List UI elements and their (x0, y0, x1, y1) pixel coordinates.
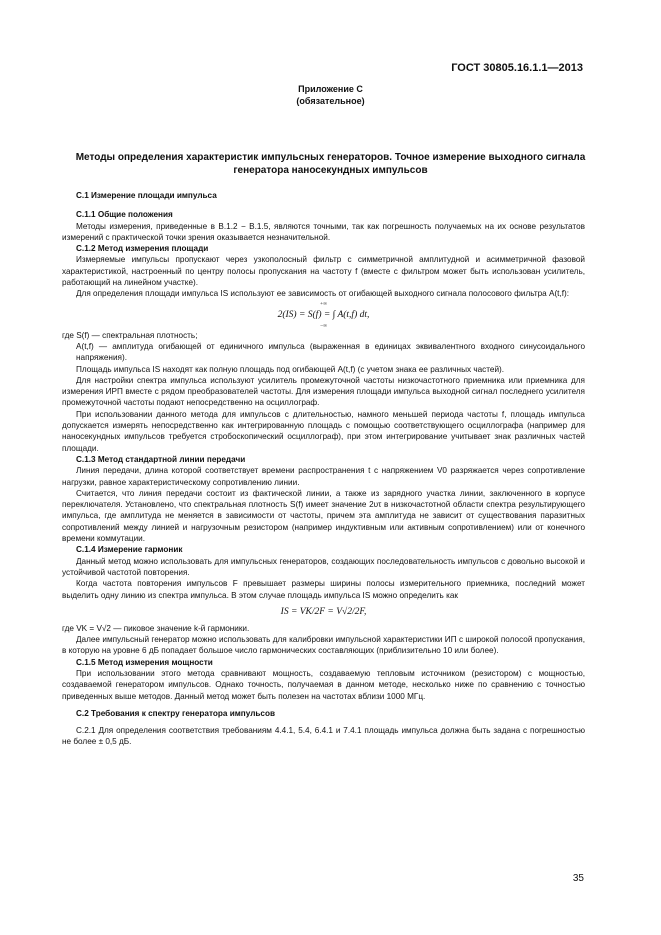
annex-label: Приложение С (298, 84, 363, 94)
formula-where-1: где S(f) — спектральная плотность; (62, 330, 198, 340)
formula-where-3: где VK = V√2 — пиковое значение k-й гармоники. (62, 623, 250, 633)
subsection-heading-c12: С.1.2 Метод измерения площади (76, 244, 209, 254)
formula-pulse-area (62, 300, 585, 330)
formula-text: 2(IS) = S(f) = ∫ A(t,f) dt, (277, 309, 370, 320)
paragraph: Для определения площади импульса IS используют ее зависимость от огибающей выходного сигнала полосового фильтра A(t,f): (76, 289, 569, 299)
paragraph: При использовании этого метода сравнивают мощность, создаваемую тепловым источником (резистором) с мощностью, создаваемой генератором импульсов. Однако точность, получаемая в данном методе, несколько ниже по сравнению с точностью приведенных выше методов. Данный метод может быть полезен на частотах вблизи 1000 МГц. (62, 668, 585, 701)
paragraph: Площадь импульса IS находят как полную площадь под огибающей A(t,f) (с учетом знака ее различных частей). (76, 364, 505, 374)
paragraph: Линия передачи, длина которой соответствует времени распространения t с напряжением V0 разряжается через сопротивление нагрузки, равное характеристическому сопротивлению линии. (62, 466, 585, 487)
annex-title: Методы определения характеристик импульсных генераторов. Точное измерение выходного сигнала генератора наносекундных импульсов (75, 152, 586, 176)
subsection-heading-c13: С.1.3 Метод стандартной линии передачи (76, 454, 246, 464)
section-heading-c1: С.1 Измерение площади импульса (76, 191, 217, 200)
subsection-heading-c14: С.1.4 Измерение гармоник (76, 545, 183, 555)
paragraph: Данный метод можно использовать для импульсных генераторов, создающих последовательность импульсов с довольно высокой и устойчивой частотой повторения. (62, 556, 585, 577)
paragraph: Методы измерения, приведенные в В.1.2 − В.1.5, являются точными, так как погрешность получаемых на их основе результатов измерений с практической точки зрения оказывается незначительной. (62, 221, 585, 242)
paragraph: Далее импульсный генератор можно использовать для калибровки импульсной характеристики ИП с широкой полосой пропускания, в которую на уровне 6 дБ попадает большое число гармонических составляющих (приблизительно 10 или более). (62, 635, 585, 656)
paragraph: Когда частота повторения импульсов F превышает размеры ширины полосы измерительного приемника, последний может выделить одну линию из спектра импульса. В этом случае площадь импульса IS можно определить как (62, 579, 585, 600)
paragraph: С.2.1 Для определения соответствия требованиям 4.4.1, 5.4, 6.4.1 и 7.4.1 площадь импульса должна быть задана с погрешностью не более ± 0,5 дБ. (62, 726, 585, 747)
paragraph: Измеряемые импульсы пропускают через узкополосный фильтр с симметричной амплитудной и асимметричной фазовой характеристикой, настроенный по центру полосы пропускания на частоту f (вместе с фильтром может быть использован усилитель, работающий на линейном участке). (62, 255, 585, 288)
integral-lower-limit: −∞ (320, 322, 328, 329)
standard-header: ГОСТ 30805.16.1.1—2013 (451, 62, 583, 74)
paragraph: Для настройки спектра импульса используют усилитель промежуточной частоты низкочастотного приемника или приемника для измерения ИРП вместе с рядом преобразователей частоты. Для измерения площади импульса выходной сигнал последнего усилителя промежуточной частоты подают непосредственно на осциллограф. (62, 375, 585, 408)
formula-where-2: A(t,f) — амплитуда огибающей от единичного импульса (выраженная в единицах эквивалентного входного синусоидального напряжения). (76, 341, 585, 363)
page-number: 35 (572, 873, 584, 884)
subsection-heading-c15: С.1.5 Метод измерения мощности (76, 657, 213, 667)
formula-harmonics: IS = VK/2F = V√2/2F, (280, 606, 367, 617)
subsection-heading-c11: С.1.1 Общие положения (76, 210, 173, 220)
paragraph: При использовании данного метода для импульсов с длительностью, намного меньшей периода частоты f, площадь импульса допускается измерять непосредственно как интегрированную площадь с помощью соответствующего осциллографа (например для наносекундных импульсов требуется стробоскопический осциллограф), при этом интегрирование учитывает знак различных частей площади. (62, 409, 585, 453)
body-text (62, 190, 585, 748)
paragraph: Считается, что линия передачи состоит из фактической линии, а также из зарядного участка линии, заключенного в корпусе переключателя. Установлено, что спектральная плотность S(f) имеет значение 2υτ в низкочастотной области спектра результирующего импульса, где амплитуда не меняется в зависимости от частоты, причем эта амплитуда не зависит от существования паразитных сопротивлений между линией и нагрузочным резистором (например индуктивным или активным сопротивлением) или от конечного времени коммутации. (62, 488, 585, 544)
section-heading-c2: С.2 Требования к спектру генератора импульсов (76, 708, 276, 718)
integral-upper-limit: +∞ (320, 300, 328, 307)
annex-status: (обязательное) (296, 95, 365, 106)
annex-heading (0, 84, 661, 107)
